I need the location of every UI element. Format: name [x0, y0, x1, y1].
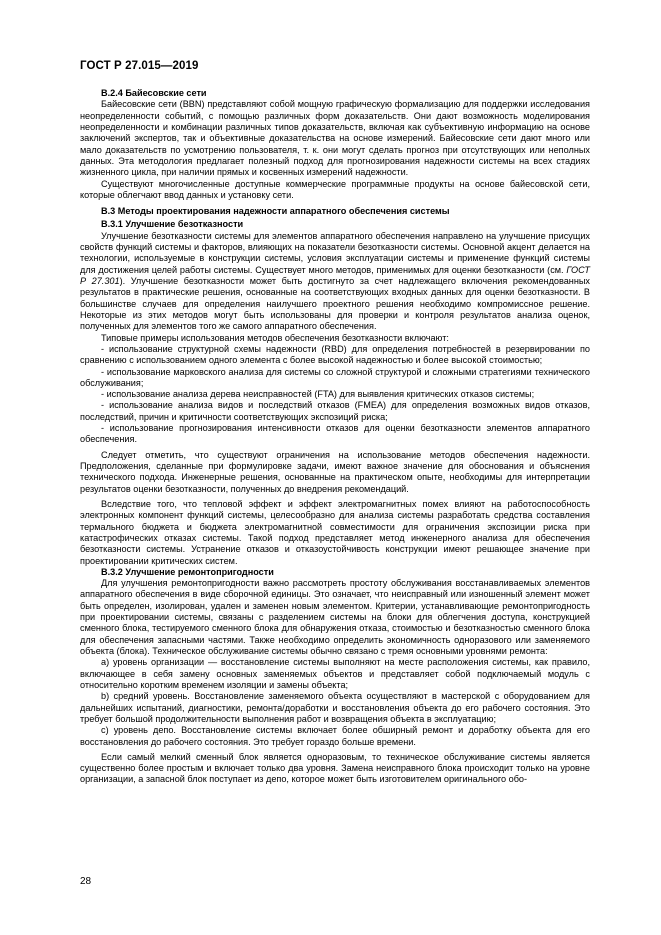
section-heading-b3: В.3 Методы проектирования надежности аппаратного обеспечения системы: [101, 206, 450, 217]
list-item: а) уровень организации — восстановление системы выполняют на месте расположения системы, как правило, включающее в себя замену основных заменяемых объектов и представляет собой подключаемый модуль с относительно коротким временем изоляции и замены объекта;: [80, 657, 590, 690]
list-item: - использование марковского анализа для системы со сложной структурой и сложными стратегиями технического обслуживания;: [80, 366, 590, 388]
paragraph: [80, 231, 590, 333]
list-item: - использование анализа дерева неисправностей (FTA) для выявления критических отказов системы;: [101, 389, 535, 400]
paragraph: Существуют многочисленные доступные коммерческие программные продукты на основе байесовской сети, которые облегчают ввод данных и установку сети.: [80, 178, 590, 200]
subsection-heading-b32: В.3.2 Улучшение ремонтопригодности: [101, 566, 274, 577]
standard-header: ГОСТ Р 27.015—2019: [80, 60, 199, 72]
standard-reference: ГОСТ Р 27.301: [80, 264, 590, 286]
paragraph: Если самый мелкий сменный блок является одноразовым, то техническое обслуживание системы является существенно более простым и включает только два уровня. Замена неисправного блока происходит только на уровне организации, а запасной блок поступает из депо, которое может быть изготовителем оригинального обо-: [80, 751, 590, 785]
list-item: - использование структурной схемы надежности (RBD) для определения потребностей в резервировании по сравнению с использованием одного элемента с более высокой надежностью и более высокой стоимостью;: [80, 343, 590, 366]
list-item: b) средний уровень. Восстановление заменяемого объекта осуществляют в мастерской с оборудованием для дальнейших испытаний, диагностики, ремонта/доработки и восстановления объекта до его рабочего состояния. Это требует большой продолжительности выполнения работ и возвращения объекта в эксплуатацию;: [80, 691, 590, 724]
page-body: [80, 88, 590, 786]
paragraph: Типовые примеры использования методов обеспечения безотказности включают:: [101, 332, 449, 343]
paragraph: Для улучшения ремонтопригодности важно рассмотреть простоту обслуживания восстанавливаемых элементов аппаратного обеспечения в виде сборочной единицы. Это означает, что неисправный или изношенный элемент может быть определен, изолирован, удален и заменен новым элементом. Критерии, устанавливающие ремонтопригодность при проектировании системы, связаны с разделением системы на блоки для облегчения доступа, конструкцией сменного блока, тестируемого сменного блока для обнаружения отказа, стоимостью и безотказностью сменного блока для обеспечения запасными частями. Также необходимо определить экономичность одноразового или заменяемого объекта (блока). Техническое обслуживание системы обычно связано с тремя основными уровнями ремонта:: [80, 578, 590, 656]
paragraph-text: Улучшение безотказности системы для элементов аппаратного обеспечения направлено на улучшение присущих свойств функций системы и факторов, влияющих на показатели безотказности системы. Основной акцент делается на технологии, используемые в конструкции системы, условия эксплуатации системы и применение функций системы для достижения целей работы системы. Существует много методов, применимых для оценки безотказности (см.: [80, 230, 590, 275]
paragraph: Вследствие того, что тепловой эффект и эффект электромагнитных помех влияют на работоспособность электронных компонент функций системы, целесообразно для анализа системы разработать средства составления термального бюджета и бюджета электромагнитной совместимости для ограничения экспозиции риска при катастрофических отказах системы. Такой подход представляет метод инженерного анализа для обеспечения безотказности системы. Устранение отказов и отказоустойчивость конструкции имеют решающее значение при проектировании критических систем.: [80, 498, 590, 566]
list-item: - использование анализа видов и последствий отказов (FMEA) для определения возможных видов отказов, последствий, причин и критичности соответствующих экспозиций риска;: [80, 400, 590, 422]
list-item: с) уровень депо. Восстановление системы включает более обширный ремонт и доработку объекта для его восстановления до рабочего состояния. Это требует гораздо больше времени.: [80, 725, 590, 747]
list-item: - использование прогнозирования интенсивности отказов для оценки безотказности элементов аппаратного обеспечения.: [80, 423, 590, 445]
section-heading-b24: В.2.4 Байесовские сети: [101, 88, 207, 98]
page-number: 28: [80, 876, 92, 887]
paragraph: Следует отметить, что существуют ограничения на использование методов обеспечения надежности. Предположения, сделанные при формулировке задачи, имеют важное значение для обоснования и объяснения технического подхода. Инженерные решения, основанные на практическом опыте, необходимы для интерпретации результатов оценки безотказности, полученных до внедрения рекомендаций.: [80, 449, 590, 494]
subsection-heading-b31: В.3.1 Улучшение безотказности: [101, 219, 244, 230]
paragraph: Байесовские сети (BBN) представляют собой мощную графическую формализацию для поддержки исследования неопределенности событий, с помощью различных форм доказательств. Они дают возможность моделирования неопределенности и комбинации различных типов доказательств, включая как субъективную информацию на основе заключений экспертов, так и объективные доказательства на основе измерений. Байесовские сети дают много или мало доказательств по усмотрению пользователя, т. к. они могут сделать прогноз при отсутствующих или неполных данных. Эта методология предлагает полезный подход для прогнозирования надежности системы на всех стадиях жизненного цикла, при наличии прямых и косвенных измерений надежности.: [80, 99, 590, 178]
paragraph-text: ). Улучшение безотказности может быть достигнуто за счет надлежащего включения рекомендованных результатов в практические решения, основанные на соответствующих входных данных для оценки безотказности. В большинстве случаев для определения наилучшего проектного решения необходимо компромиссное решение. Некоторые из этих методов могут быть использованы для проверки и контроля результатов анализа оценок, полученных для элементов того же самого аппаратного обеспечения.: [80, 276, 590, 332]
